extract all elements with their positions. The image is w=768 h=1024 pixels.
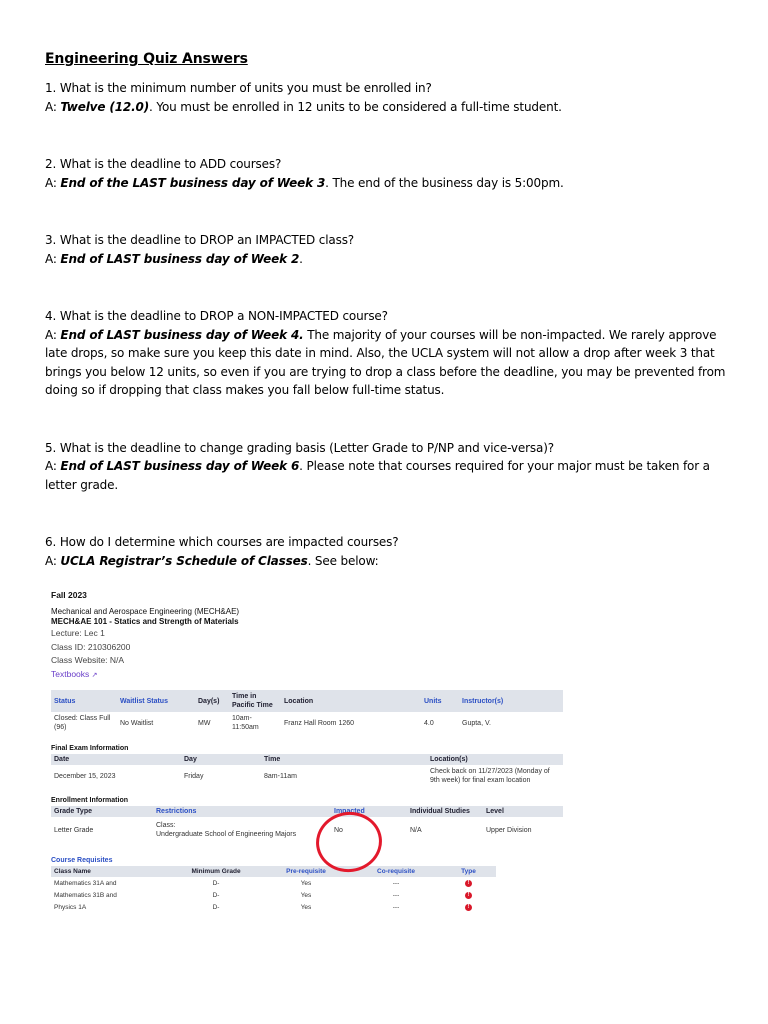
- enrollment-label: Enrollment Information: [51, 797, 128, 804]
- restriction-class-label: Class:: [156, 822, 176, 829]
- column-header[interactable]: Restrictions: [153, 806, 331, 817]
- table-row: [51, 817, 563, 843]
- answer-rest: . The end of the business day is 5:00pm.: [325, 175, 564, 190]
- answer-rest: The majority of your courses will be non-impacted. We rarely approve late drops, so make sure you keep this date in mind. Also, the UCLA system will not allow a drop after week 3 that brings you below 12 units, so even if you are trying to drop a class before the deadline, you may be prevented from doing so if dropping that class makes you fall below full-time status.: [45, 327, 726, 397]
- answer-emphasis: End of LAST business day of Week 2: [60, 251, 300, 266]
- department-name: Mechanical and Aerospace Engineering (MECH&AE): [51, 607, 240, 616]
- table-row: [51, 901, 496, 913]
- table-cell: D-: [212, 891, 220, 899]
- column-header[interactable]: Instructor(s): [459, 690, 563, 712]
- class-website: Class Website: N/A: [51, 655, 125, 665]
- registrar-screenshot: [51, 590, 563, 913]
- answer-text: [45, 326, 735, 400]
- qa-item-2: [45, 155, 735, 192]
- question-text: 6. How do I determine which courses are impacted courses?: [45, 535, 399, 549]
- type-cell: [441, 901, 496, 913]
- answer-text: [45, 98, 735, 117]
- column-header[interactable]: Status: [51, 690, 117, 712]
- column-header: Time: [261, 754, 427, 765]
- question-text: 1. What is the minimum number of units you must be enrolled in?: [45, 81, 432, 95]
- column-header[interactable]: Units: [421, 690, 459, 712]
- question-text: 2. What is the deadline to ADD courses?: [45, 157, 282, 171]
- answer-emphasis: Twelve (12.0): [60, 99, 150, 114]
- requisite-class-link[interactable]: Mathematics 31B and: [54, 891, 117, 899]
- column-header[interactable]: Co-requisite: [351, 866, 441, 877]
- column-header: Location(s): [427, 754, 563, 765]
- course-title: MECH&AE 101 - Statics and Strength of Materials: [51, 617, 239, 626]
- answer-rest: . See below:: [307, 553, 379, 568]
- table-cell: 8am-11am: [264, 772, 297, 780]
- table-cell: No Waitlist: [120, 719, 154, 727]
- qa-item-5: [45, 439, 735, 495]
- column-header: Level: [483, 806, 563, 817]
- answer-rest: .: [299, 251, 303, 266]
- table-cell: D-: [212, 903, 220, 911]
- answer-prefix: A:: [45, 175, 61, 190]
- table-cell: ---: [392, 879, 400, 887]
- table-cell: Check back on 11/27/2023 (Monday of 9th week) for final exam location: [430, 768, 550, 784]
- table-cell: Closed: Class Full (96): [54, 715, 111, 731]
- column-header: Day(s): [195, 690, 229, 712]
- qa-item-6: [45, 533, 735, 570]
- table-header-row: [51, 754, 563, 765]
- column-header: Time in Pacific Time: [229, 690, 281, 712]
- class-id: Class ID: 210306200: [51, 641, 131, 652]
- requisites-table: [51, 866, 496, 913]
- requisites-label[interactable]: Course Requisites: [51, 857, 113, 864]
- answer-prefix: A:: [45, 251, 61, 266]
- column-header[interactable]: Impacted: [331, 806, 407, 817]
- answer-emphasis: End of the LAST business day of Week 3: [60, 175, 326, 190]
- answer-emphasis: End of LAST business day of Week 6: [60, 459, 300, 473]
- textbooks-link-label: Textbooks: [51, 668, 90, 679]
- table-row: [51, 889, 496, 901]
- table-row: [51, 765, 563, 787]
- table-header-row: [51, 690, 563, 712]
- table-cell: Yes: [300, 903, 312, 911]
- textbooks-link[interactable]: [51, 668, 563, 683]
- term-label: Fall 2023: [51, 590, 87, 600]
- answer-text: [45, 457, 735, 494]
- document-title: Engineering Quiz Answers: [45, 51, 248, 67]
- column-header: Individual Studies: [407, 806, 483, 817]
- qa-item-1: [45, 79, 735, 116]
- table-row: [51, 877, 496, 889]
- answer-text: [45, 174, 735, 193]
- alert-icon[interactable]: !: [465, 880, 472, 887]
- table-header-row: [51, 806, 563, 817]
- column-header[interactable]: Pre-requisite: [261, 866, 351, 877]
- section-table: [51, 690, 563, 734]
- quiz-document: [45, 50, 735, 609]
- question-text: 5. What is the deadline to change grading basis (Letter Grade to P/NP and vice-versa)?: [45, 440, 554, 455]
- table-cell: ---: [392, 891, 400, 899]
- answer-prefix: A:: [45, 553, 61, 568]
- final-exam-label: Final Exam Information: [51, 745, 129, 752]
- qa-item-3: [45, 231, 735, 268]
- table-cell: N/A: [410, 826, 422, 834]
- column-header: Minimum Grade: [171, 866, 261, 877]
- column-header: Date: [51, 754, 181, 765]
- answer-prefix: A:: [45, 327, 61, 342]
- requisite-class-link[interactable]: Physics 1A: [54, 903, 87, 911]
- column-header: Location: [281, 690, 421, 712]
- column-header: Grade Type: [51, 806, 153, 817]
- table-cell: D-: [212, 879, 220, 887]
- type-cell: [441, 877, 496, 889]
- answer-emphasis: UCLA Registrar’s Schedule of Classes: [60, 553, 308, 568]
- qa-item-4: [45, 307, 735, 400]
- table-cell: 4.0: [424, 719, 434, 727]
- enrollment-table: [51, 806, 563, 843]
- answer-text: [45, 552, 735, 571]
- column-header[interactable]: Waitlist Status: [117, 690, 195, 712]
- column-header: Day: [181, 754, 261, 765]
- alert-icon[interactable]: !: [465, 904, 472, 911]
- question-text: 3. What is the deadline to DROP an IMPACTED class?: [45, 233, 355, 247]
- table-cell: Franz Hall Room 1260: [284, 719, 355, 727]
- table-header-row: [51, 866, 496, 877]
- answer-prefix: A:: [45, 459, 61, 473]
- alert-icon[interactable]: !: [465, 892, 472, 899]
- final-exam-table: [51, 754, 563, 787]
- type-cell: [441, 889, 496, 901]
- table-cell: No: [334, 826, 343, 834]
- answer-text: [45, 250, 735, 269]
- table-cell: December 15, 2023: [54, 772, 116, 780]
- table-row: [51, 712, 563, 734]
- table-cell: 10am-11:50am: [232, 715, 259, 731]
- table-cell: Gupta, V.: [462, 719, 491, 727]
- lecture-label: Lecture: Lec 1: [51, 628, 105, 638]
- column-header: Class Name: [51, 866, 171, 877]
- column-header[interactable]: Type: [441, 866, 496, 877]
- table-cell: Upper Division: [486, 826, 532, 834]
- requisite-class-link[interactable]: Mathematics 31A and: [54, 879, 117, 887]
- table-cell: Letter Grade: [54, 826, 94, 834]
- table-cell: Yes: [300, 879, 312, 887]
- answer-prefix: A:: [45, 99, 61, 114]
- restrictions-cell: [153, 817, 331, 843]
- external-link-icon: ↗: [91, 671, 98, 679]
- answer-rest: . You must be enrolled in 12 units to be considered a full-time student.: [149, 99, 562, 114]
- table-cell: Friday: [184, 772, 204, 780]
- question-text: 4. What is the deadline to DROP a NON-IMPACTED course?: [45, 309, 388, 323]
- table-cell: Yes: [300, 891, 312, 899]
- days-link[interactable]: MW: [198, 719, 211, 727]
- restriction-value: Undergraduate School of Engineering Majors: [156, 831, 297, 838]
- table-cell: ---: [392, 903, 400, 911]
- answer-emphasis: End of LAST business day of Week 4.: [60, 327, 304, 342]
- answer-rest: . Please note that courses required for your major must be taken for a letter grade.: [45, 459, 710, 492]
